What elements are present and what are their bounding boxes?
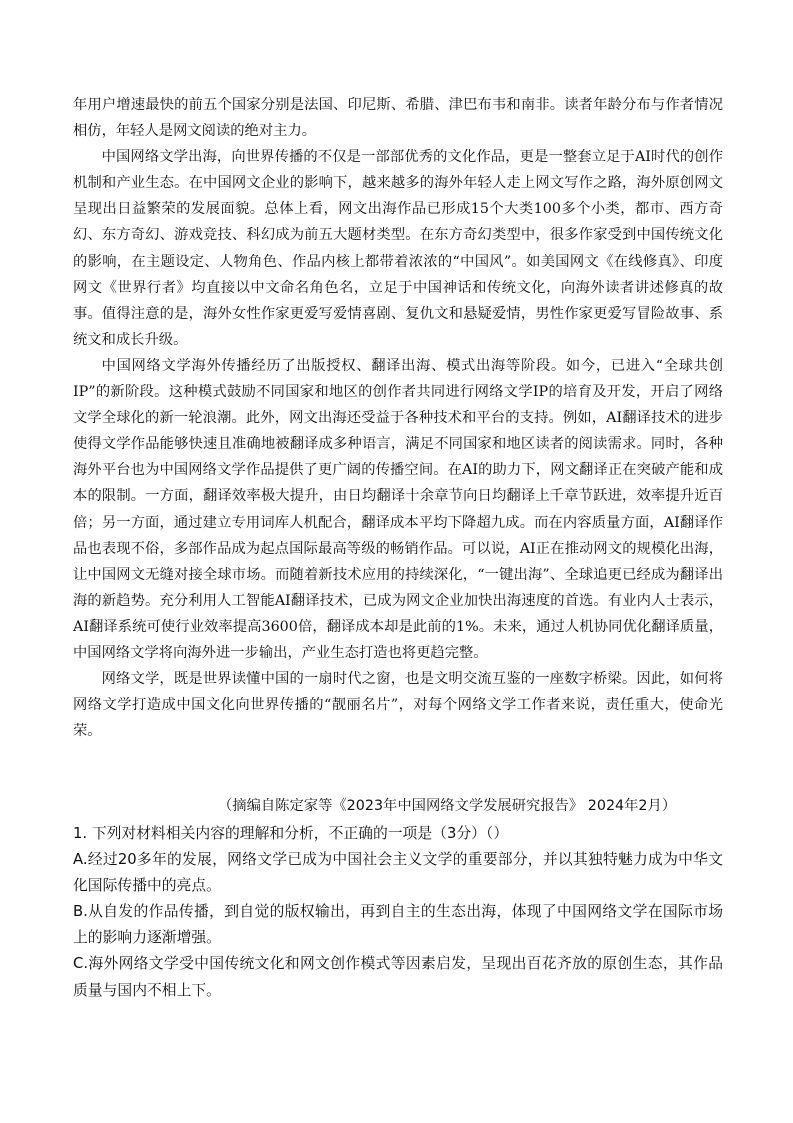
question-stem: 1. 下列对材料相关内容的理解和分析，不正确的一项是（3分）（） xyxy=(73,825,509,842)
option-a[interactable]: A.经过20多年的发展，网络文学已成为中国社会主义文学的重要部分，并以其独特魅力成为中华文化国际传播中的亮点。 xyxy=(73,851,723,895)
option-c[interactable]: C.海外网络文学受中国传统文化和网文创作模式等因素启发，呈现出百花齐放的原创生态，其作品质量与国内不相上下。 xyxy=(73,955,723,999)
passage-paragraph-3: 中国网络文学海外传播经历了出版授权、翻译出海、模式出海等阶段。如今，已进入“全球共创IP”的新阶段。这种模式鼓励不同国家和地区的创作者共同进行网络文学IP的培育及开发，开启了网络文学全球化的新一轮浪潮。此外，网文出海还受益于各种技术和平台的支持。例如，AI翻译技术的进步使得文学作品能够快速且准确地被翻译成多种语言，满足不同国家和地区读者的阅读需求。同时，各种海外平台也为中国网络文学作品提供了更广阔的传播空间。在AI的助力下，网文翻译正在突破产能和成本的限制。一方面，翻译效率极大提升，由日均翻译十余章节向日均翻译上千章节跃进，效率提升近百倍；另一方面，通过建立专用词库人机配合，翻译成本平均下降超九成。而在内容质量方面，AI翻译作品也表现不俗，多部作品成为起点国际最高等级的畅销作品。可以说，AI正在推动网文的规模化出海，让中国网文无缝对接全球市场。而随着新技术应用的持续深化，“一键出海”、全球追更已经成为翻译出海的新趋势。充分利用人工智能AI翻译技术，已成为网文企业加快出海速度的首选。有业内人士表示，AI翻译系统可使行业效率提高3600倍，翻译成本却是此前的1%。未来，通过人机协同优化翻译质量，中国网络文学将向海外进一步输出，产业生态打造也将更趋完整。 xyxy=(73,357,723,661)
passage-paragraph-1: 年用户增速最快的前五个国家分别是法国、印尼斯、希腊、津巴布韦和南非。读者年龄分布与作者情况相仿，年轻人是网文阅读的绝对主力。 xyxy=(73,97,723,140)
reading-passage xyxy=(73,92,723,744)
question-1 xyxy=(73,821,723,1004)
passage-paragraph-2: 中国网络文学出海，向世界传播的不仅是一部部优秀的文化作品，更是一整套立足于AI时代的创作机制和产业生态。在中国网文企业的影响下，越来越多的海外年轻人走上网文写作之路，海外原创网文呈现出日益繁荣的发展面貌。总体上看，网文出海作品已形成15个大类100多个小类，都市、西方奇幻、东方奇幻、游戏竞技、科幻成为前五大题材类型。在东方奇幻类型中，很多作家受到中国传统文化的影响，在主题设定、人物角色、作品内核上都带着浓浓的“中国风”。如美国网文《在线修真》、印度网文《世界行者》均直接以中文命名角色名，立足于中国神话和传统文化，向海外读者讲述修真的故事。值得注意的是，海外女性作家更爱写爱情喜剧、复仇文和悬疑爱情，男性作家更爱写冒险故事、系统文和成长升级。 xyxy=(73,149,723,348)
passage-paragraph-4: 网络文学，既是世界读懂中国的一扇时代之窗，也是文明交流互鉴的一座数字桥梁。因此，如何将网络文学打造成中国文化向世界传播的“靓丽名片”，对每个网络文学工作者来说，责任重大，使命光荣。 xyxy=(73,671,723,740)
option-b[interactable]: B.从自发的作品传播，到自觉的版权输出，再到自主的生态出海，体现了中国网络文学在国际市场上的影响力逐渐增强。 xyxy=(73,903,723,947)
source-citation: （摘编自陈定家等《2023年中国网络文学发展研究报告》 2024年2月） xyxy=(218,798,677,814)
